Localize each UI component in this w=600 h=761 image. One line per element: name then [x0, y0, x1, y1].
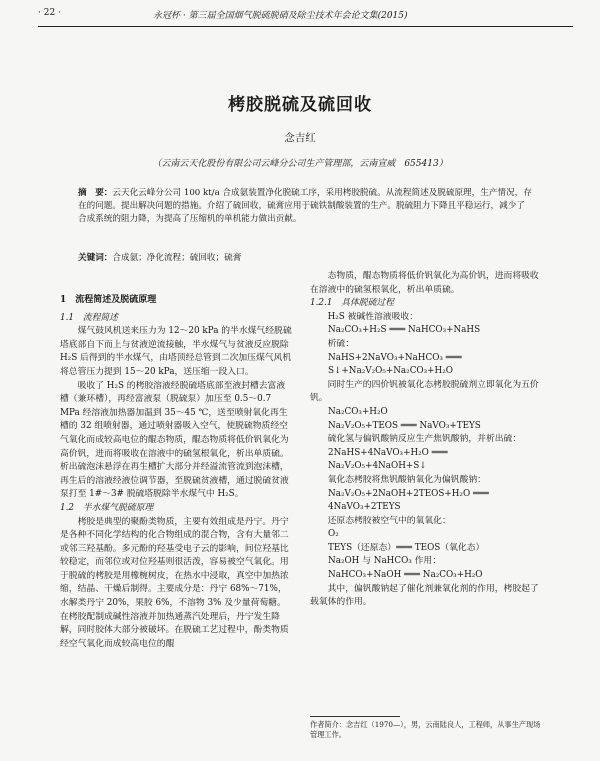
subsection-heading: 1.1 流程简述 [60, 312, 118, 323]
body-paragraph: 煤气鼓风机送来压力为 12～20 kPa 的半水煤气经脱硫塔底部自下而上与贫液逆流接触，半水煤气与贫液反应脱除 H₂S 后得到的半水煤气，由塔顶经总管到二次加压煤气风机将总管压力提到 15～20 kPa，送压缩一段入口。 [60, 326, 292, 377]
body-paragraph: 吸收了 H₂S 的栲胶溶液经脱硫塔底部至液封槽去富液槽（兼环槽），再经富液泵（脱硫泵）加压至 0.5～0.7 MPa 经溶液加热器加温到 35～45 ℃，送至喷射氧化再生槽的 32 组喷射器，通过喷射器吸入空气，使脱硫物质经空气氧化而成较高电位的醌态物质，醌态物质将低价钒氧化为高价钒，进而将吸收在溶液中的硫氢根氧化，析出单质硫。析出硫泡沫悬浮在再生槽扩大部分并经溢流管流到泡沫槽，再生后的溶液经液位调节器，至脱硫贫液槽，通过脱硫贫液泵打至 1#～3# 脱硫塔脱除半水煤气中 H₂S。 [60, 380, 289, 500]
page-number: · 22 · [38, 8, 61, 18]
chemical-equation: Na₂CO₃+H₂O [328, 406, 388, 417]
right-column [310, 270, 544, 610]
body-paragraph: 还原态栲胶被空气中的氧氧化： [327, 515, 451, 526]
body-paragraph: 氧化态栲胶将焦钒酸钠氧化为偏钒酸钠： [327, 474, 486, 485]
body-paragraph: 硫化氢与偏钒酸钠反应生产焦钒酸钠，并析出硫： [327, 434, 522, 445]
chemical-equation: Na₂CO₃+H₂S ═══ NaHCO₃+NaHS [328, 325, 481, 336]
journal-title: 永冠杯 · 第三届全国烟气脱硫脱硝及除尘技术年会论文集(2015) [153, 11, 408, 21]
chemical-equation: TEYS（还原态）═══ TEOS（氧化态） [328, 542, 485, 553]
chemical-equation: O₂ [328, 529, 339, 540]
header-rule [38, 26, 573, 27]
paper-author: 念吉红 [284, 132, 316, 144]
body-paragraph: 同时生产的四价钒被氧化态栲胶脱硫剂立即氧化为五价钒。 [310, 379, 539, 404]
body-paragraph: 其中，偏钒酸钠起了催化剂兼氧化剂的作用，栲胶起了载氧体的作用。 [310, 583, 539, 608]
chemical-equation: Na₂V₂O₅+2NaOH+2TEOS+H₂O ═══ 4NaVO₃+2TEYS [328, 488, 489, 513]
body-paragraph: H₂S 被碱性溶液吸收： [327, 311, 418, 322]
chemical-equation: Na₂OH 与 NaHCO₃ 作用： [328, 556, 442, 567]
abstract-label: 摘 要： [78, 188, 113, 198]
paper-affiliation: （云南云天化股份有限公司云峰分公司生产管理部，云南宣威 655413） [152, 159, 448, 169]
body-paragraph: 态物质，醌态物质将低价钒氧化为高价钒，进而将吸收在溶液中的硫氢根氧化，析出单质硫。 [310, 271, 539, 295]
section-heading: 1 流程简述及脱硫原理 [60, 295, 157, 305]
keywords [78, 252, 533, 265]
running-header [38, 8, 573, 22]
chemical-equation: Na₂V₂O₅+TEOS ═══ NaVO₃+TEYS [328, 420, 481, 431]
chemical-equation: NaHS+2NaVO₃+NaHCO₃ ═══ S↓+Na₂V₂O₅+Na₂CO₃+H₂O [328, 352, 462, 377]
keywords-label: 关键词： [78, 253, 113, 263]
footnote-rule [310, 716, 400, 717]
chemical-equation: NaHCO₃+NaOH ═══ Na₂CO₃+H₂O [328, 570, 483, 581]
abstract [78, 187, 533, 226]
paper-title: 栲胶脱硫及硫回收 [228, 95, 372, 115]
subsection-heading: 1.2.1 具体脱硫过程 [310, 298, 394, 309]
subsection-heading: 1.2 半水煤气脱硫原理 [60, 502, 154, 513]
body-paragraph: 栲胶是典型的聚酚类物质，主要有效组成是丹宁。丹宁是各种不同化学结构的化合物组成的混合物，含有大量邻二或邻三羟基酚。多元酚的羟基受电子云的影响，间位羟基比较稳定，而邻位或对位羟基则很活泼，容易被空气氧化。用于脱硫的栲胶是用橡椀树皮，在热水中浸取，真空中加热浓缩，结晶、干燥后制得。主要成分是：丹宁 68%～71%，水解类丹宁 20%，果胶 6%，不溶物 3% 及少量荷萄糖。在栲胶配制成碱性溶液并加热通蒸汽处理后，丹宁发生降解，同时胶体大部分被破坏。在脱硫工艺过程中，酚类物质经空气氧化而成较高电位的醌 [60, 516, 289, 649]
abstract-text: 云天化云峰分公司 100 kt/a 合成氨装置净化脱硫工序，采用栲胶脱硫。从流程简述及脱硫原理，生产情况，存在的问题。提出解决问题的措施。介绍了硫回收，硫膏应用于硫铁制酸装置的生产。脱硫阻力下降且平稳运行，减少了合成系统的阻力降，为提高了压缩机的单机能力做出贡献。 [78, 188, 532, 224]
body-paragraph: 析硫： [327, 338, 354, 349]
chemical-equation: 2NaHS+4NaVO₃+H₂O ═══ Na₂V₂O₅+4NaOH+S↓ [328, 447, 448, 472]
left-column [60, 294, 292, 651]
keywords-text: 合成氨；净化流程；硫回收；硫膏 [112, 253, 242, 263]
author-footnote: 作者简介：念吉红（1970—），男，云南陆良人，工程师，从事生产现场管理工作。 [310, 720, 541, 739]
